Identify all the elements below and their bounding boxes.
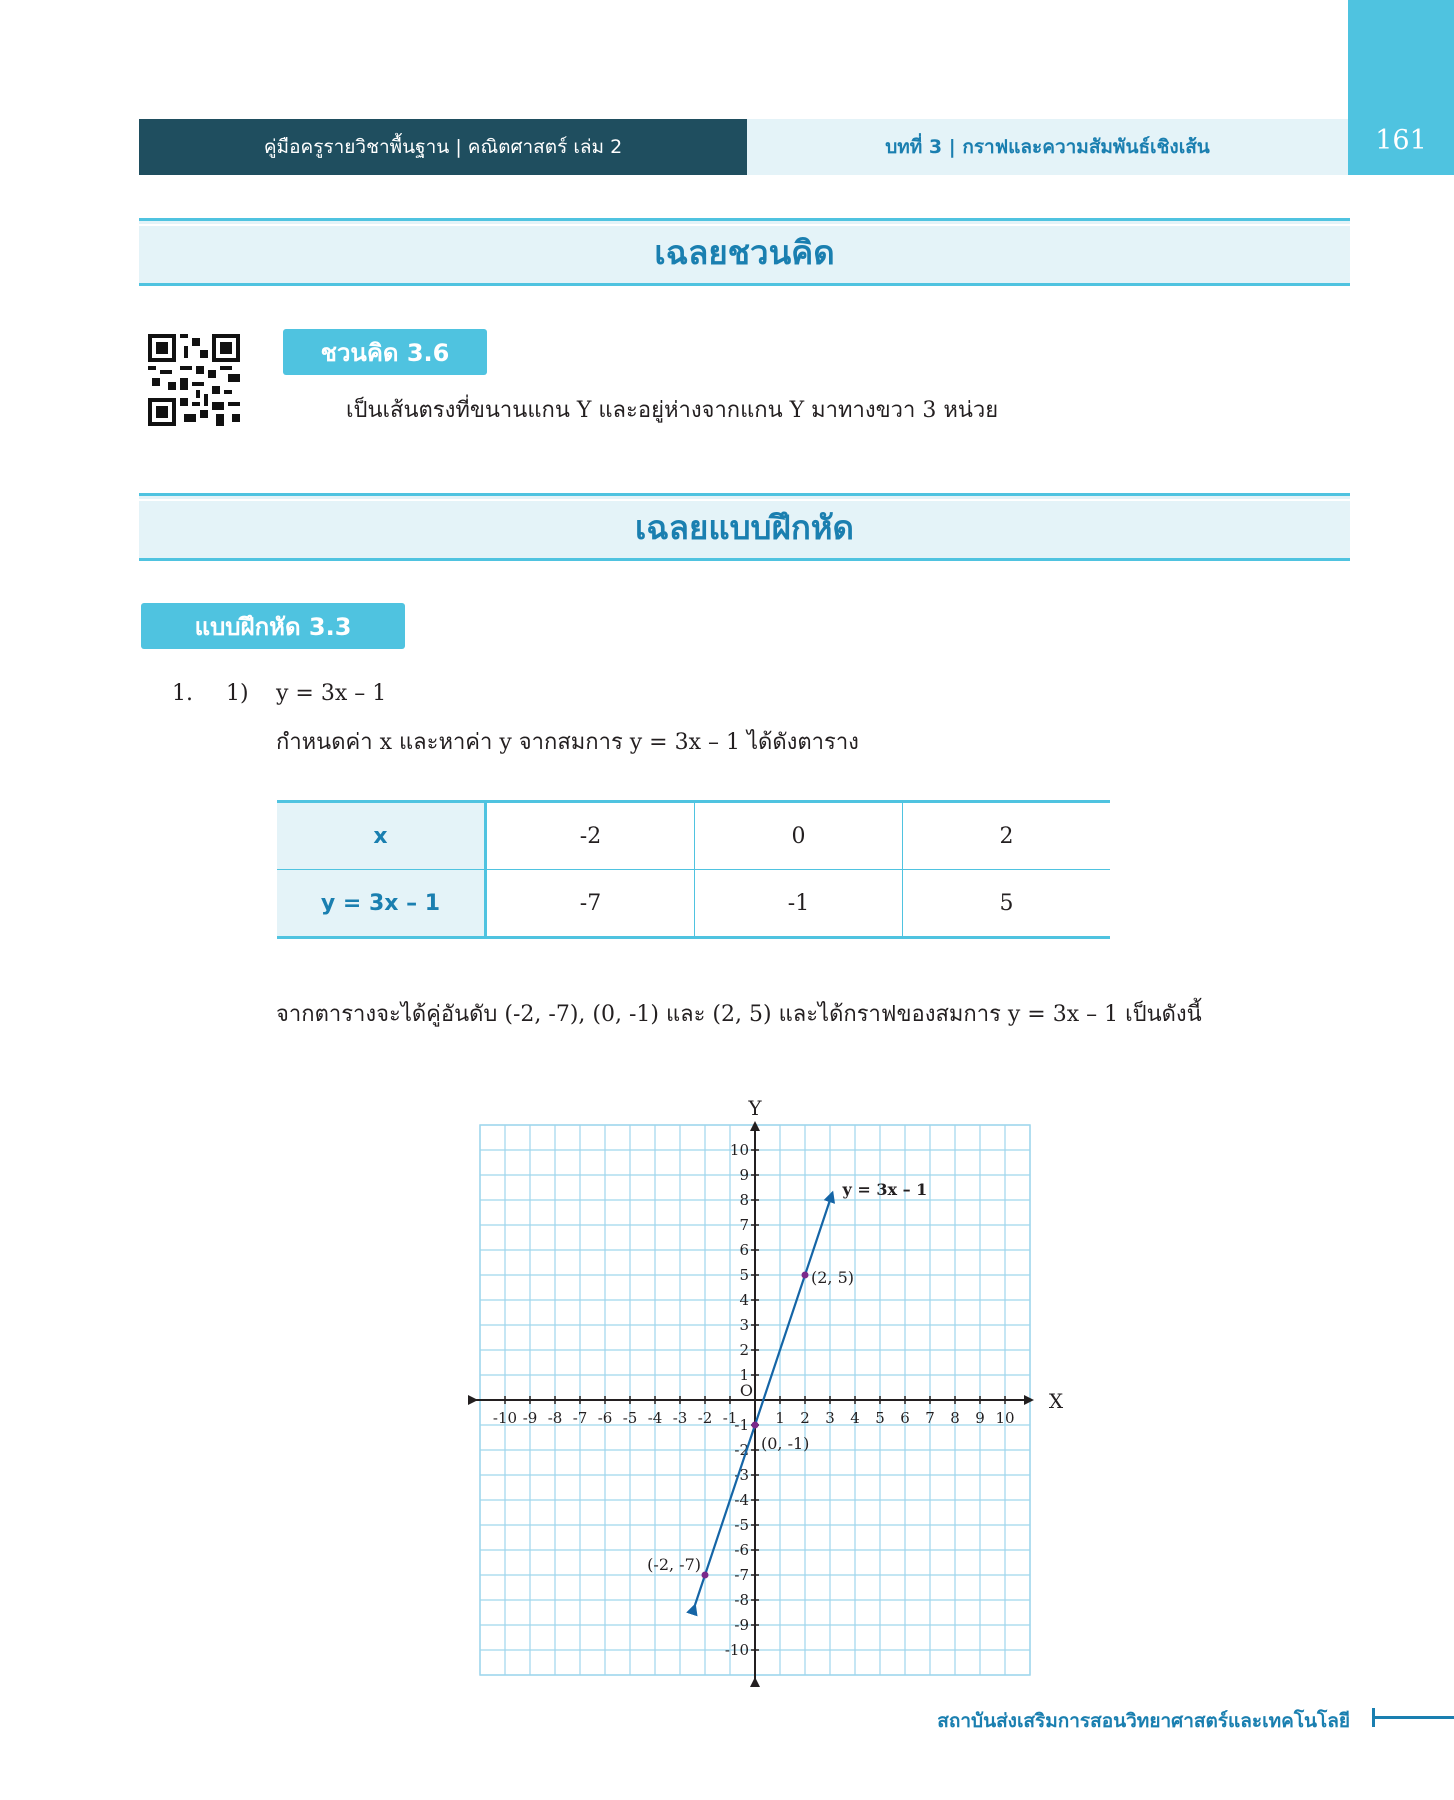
y-tick-label: -6: [734, 1541, 749, 1559]
section-title-think: เฉลยชวนคิด: [654, 232, 835, 272]
y-tick-label: 6: [739, 1241, 749, 1259]
sub-item-number: 1): [226, 681, 249, 706]
y-tick-label: -1: [734, 1416, 749, 1434]
table-cell: -1: [695, 870, 903, 938]
x-tick-label: 1: [775, 1409, 785, 1427]
data-point: [802, 1272, 809, 1279]
origin-label: O: [739, 1381, 753, 1400]
x-tick-label: 2: [800, 1409, 810, 1427]
think-tag-label: ชวนคิด 3.6: [320, 338, 450, 367]
chapter-title-bar: [747, 119, 1348, 175]
section-banner-think: [139, 218, 1350, 286]
item-number: 1.: [172, 681, 193, 706]
y-tick-label: -8: [734, 1591, 749, 1609]
page-number: 161: [1375, 125, 1427, 156]
y-tick-label: 10: [729, 1141, 749, 1159]
book-title-bar: [139, 119, 747, 175]
x-tick-label: -6: [597, 1409, 613, 1427]
x-tick-label: 6: [900, 1409, 910, 1427]
x-tick-label: 7: [925, 1409, 935, 1427]
y-axis-label: Y: [748, 1096, 762, 1120]
y-tick-label: -5: [734, 1516, 749, 1534]
x-tick-label: 5: [875, 1409, 885, 1427]
exercise-tag: [141, 603, 405, 649]
data-point-label: (-2, -7): [647, 1555, 701, 1574]
y-tick-label: 4: [739, 1291, 749, 1309]
book-title: คู่มือครูรายวิชาพื้นฐาน | คณิตศาสตร์ เล่ม 2: [263, 136, 623, 158]
x-tick-label: -7: [572, 1409, 588, 1427]
instruction-text: กำหนดค่า x และหาค่า y จากสมการ y = 3x – 1 ได้ดังตาราง: [276, 730, 859, 755]
data-point-label: (0, -1): [761, 1434, 810, 1453]
table-row: [277, 802, 1110, 870]
x-header-cell: x: [277, 802, 486, 870]
y-tick-label: 1: [739, 1366, 749, 1384]
y-tick-label: -4: [734, 1491, 749, 1509]
table-cell: -7: [486, 870, 695, 938]
y-tick-label: -9: [734, 1616, 749, 1634]
x-tick-label: -1: [722, 1409, 738, 1427]
x-tick-label: -8: [547, 1409, 563, 1427]
x-tick-label: -2: [697, 1409, 713, 1427]
series-label: y = 3x – 1: [842, 1180, 928, 1199]
value-table: [277, 800, 1110, 939]
table-cell: 5: [903, 870, 1111, 938]
y-tick-label: 9: [739, 1166, 749, 1184]
x-tick-label: 4: [850, 1409, 860, 1427]
footer-rule: [1372, 1716, 1454, 1719]
y-tick-label: 5: [739, 1266, 749, 1284]
conclusion-text: จากตารางจะได้คู่อันดับ (-2, -7), (0, -1) และ (2, 5) และได้กราฟของสมการ y = 3x – 1 เป็นดังนี้: [276, 1002, 1202, 1027]
x-tick-label: -3: [672, 1409, 688, 1427]
x-tick-label: -5: [622, 1409, 638, 1427]
qr-code-icon[interactable]: [148, 334, 240, 426]
table-row: [277, 870, 1110, 938]
data-point: [752, 1422, 759, 1429]
table-cell: -2: [486, 802, 695, 870]
data-point: [702, 1572, 709, 1579]
section-banner-exercise: [139, 493, 1350, 561]
y-tick-label: 8: [739, 1191, 749, 1209]
y-tick-label: -3: [734, 1466, 749, 1484]
x-tick-label: -4: [647, 1409, 663, 1427]
x-tick-label: 9: [975, 1409, 985, 1427]
think-answer: เป็นเส้นตรงที่ขนานแกน Y และอยู่ห่างจากแกน Y มาทางขวา 3 หน่วย: [346, 398, 999, 423]
chapter-title: บทที่ 3 | กราฟและความสัมพันธ์เชิงเส้น: [885, 136, 1210, 158]
x-tick-label: 10: [995, 1409, 1015, 1427]
y-tick-label: -10: [724, 1641, 749, 1659]
graph-chart: [420, 1090, 1080, 1690]
footer-institution: สถาบันส่งเสริมการสอนวิทยาศาสตร์และเทคโนโลยี: [937, 1710, 1350, 1732]
think-tag: [283, 329, 487, 375]
x-tick-label: -9: [522, 1409, 538, 1427]
y-header-cell: y = 3x – 1: [277, 870, 486, 938]
y-tick-label: -7: [734, 1566, 749, 1584]
series-line: [695, 1193, 833, 1606]
equation: y = 3x – 1: [276, 681, 387, 706]
section-title-exercise: เฉลยแบบฝึกหัด: [635, 507, 854, 547]
x-tick-label: -10: [492, 1409, 518, 1427]
x-tick-label: 3: [825, 1409, 835, 1427]
table-cell: 2: [903, 802, 1111, 870]
x-tick-label: 8: [950, 1409, 960, 1427]
x-axis-label: X: [1048, 1389, 1064, 1413]
data-point-label: (2, 5): [811, 1268, 855, 1287]
exercise-tag-label: แบบฝึกหัด 3.3: [194, 612, 352, 641]
table-cell: 0: [695, 802, 903, 870]
y-tick-label: 7: [739, 1216, 749, 1234]
y-tick-label: 2: [739, 1341, 749, 1359]
y-tick-label: -2: [734, 1441, 749, 1459]
y-tick-label: 3: [739, 1316, 749, 1334]
